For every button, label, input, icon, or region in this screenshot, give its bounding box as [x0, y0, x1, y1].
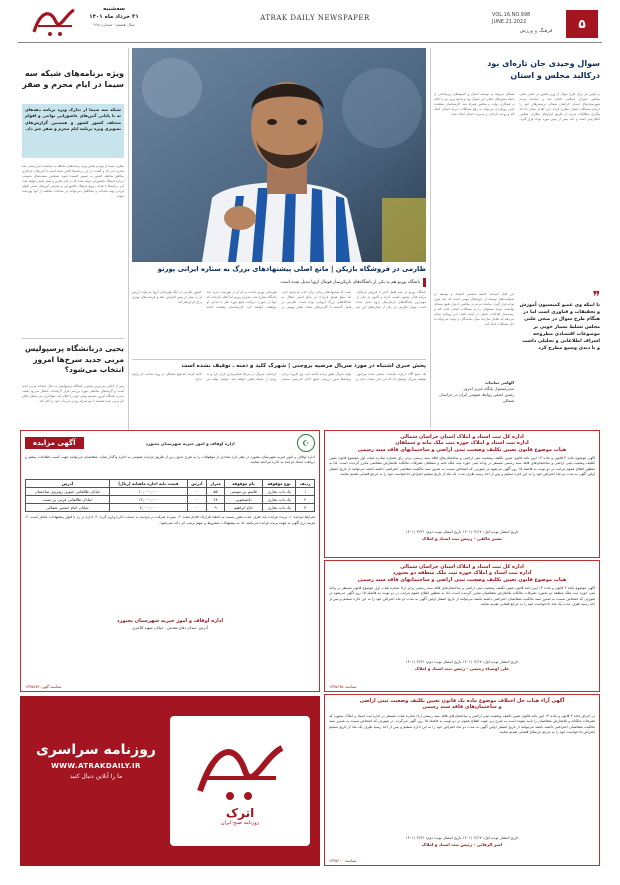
- legal-ad-2: [324, 560, 600, 692]
- cell: ۱۰,۰۰۰,۰۰۰: [110, 488, 188, 496]
- auction-header: [21, 431, 319, 455]
- main-body: باشگاه پورتو در سه‌ فصل اخیر با فروش بازیکنان درآمد قابل توجهی کسب کرده و اکنون به یکی از مهم‌ترین باشگاه‌های بازیکن‌ساز اروپا تبدیل شده است. مهدی طارمی نیز یکی از ستاره‌های این تیم است که پیشنهادهای زیادی برای جذب او وجود دارد. اما مبلغ فسخ قرارداد او مانع اصلی انتقال به باشگاه‌های بزرگ اروپایی بوده است. طارمی در فصل گذشته با گلزنی‌های متعدد نقش مهمی در قهرمانی پورتو داشت و نام او در فهرست خرید چند باشگاه مطرح شد. مدیران پورتو اما اعلام کرده‌اند که تنها در صورت دریافت مبلغ مورد نظر با جدایی او موافقت خواهند کرد. کارشناسان معتقدند ادامه حضور طارمی در لیگ قهرمانان اروپا می‌تواند ارزش او را بیش از پیش افزایش دهد و فرصت‌های بهتری برای او فراهم کند.: [132, 290, 426, 309]
- cell: ۹: [206, 504, 224, 512]
- page-number: ۵: [578, 17, 586, 31]
- legal-ad-2-title3: هیات موضوع قانون تعیین تکلیف وضعیت ثبتی اراضی و ساختمانهای فاقد سند رسمی: [357, 576, 567, 583]
- th-row: ردیف: [296, 480, 315, 488]
- table-row: [26, 504, 315, 512]
- legal-ad-2-code: شناسه: ۱۳۳۵۶۹۵: [329, 684, 357, 689]
- cell: -: [187, 504, 206, 512]
- footer-logo-sub: روزنامه صبح ایران: [220, 820, 260, 826]
- quote-box: [518, 289, 600, 368]
- legal-ad-3-dates: تاریخ انتشار نوبت اول: ۱۴۰۱/۰۳/۱۷ تاریخ انتشار نوبت دوم: ۱۴۰۱/۰۳/۳۱: [405, 834, 519, 840]
- main-lead-text: باشگاه پورتو هم به یکی از باشگاه‌های بازیکن‌ساز فوتبال اروپا تبدیل شده است.: [279, 280, 420, 285]
- main-headline: طارمی در فروشگاه بازیکن | مانع اصلی پیشنهادهای بزرگ به ستاره ایرانی پورتو: [157, 265, 426, 273]
- legal-ad-1-title3: هیات موضوع قانون تعیین تکلیف وضعیت ثبتی اراضی و ساختمانهای فاقد سند رسمی: [357, 446, 567, 453]
- table-row: [26, 488, 315, 496]
- auction-title-badge: [25, 437, 84, 449]
- cell: ۴,۰۰۰,۰۰۰: [110, 504, 188, 512]
- broadcast-divider: [132, 359, 426, 360]
- footer-logo-block: [170, 716, 310, 846]
- cell: ۳: [296, 504, 315, 512]
- auction-logo-icon: ☪: [297, 434, 315, 452]
- masthead-divider: [18, 42, 602, 43]
- footer-logo-text: اترک: [225, 806, 255, 820]
- page-number-badge: [566, 10, 598, 38]
- auction-ad: [20, 430, 320, 692]
- cell: ۱: [296, 488, 315, 496]
- auction-footer: اداره اوقاف و امور خیریه شهرستان بجنورد: [116, 618, 224, 624]
- auction-intro: اداره اوقاف و امور خیریه شهرستان بجنورد در نظر دارد تعدادی از موقوفات را به شرح جدول زیر از طریق مزایده عمومی به اجاره واگذار نماید. متقاضیان می‌توانند جهت کسب اطلاعات بیشتر و دریافت اسناد مزایده به اداره مراجعه نمایند.: [25, 455, 315, 465]
- vol-line: VOL.16,NO.998: [492, 12, 531, 18]
- legal-ad-3: [324, 694, 600, 866]
- auction-code: شناسه آگهی: ۱۳۳۵۷۸۹: [25, 684, 62, 689]
- signature-name: الهامی ساتیات: [484, 380, 514, 385]
- legal-ad-1-title2: اداره ثبت اسناد و املاک حوزه ثبت ملک مانه و سملقان: [395, 440, 529, 447]
- cell: ۲۸: [206, 496, 224, 504]
- footer-website-link[interactable]: WWW.ATRAKDAILY.IR: [51, 762, 141, 770]
- cell: -: [187, 488, 206, 496]
- cell: یک باب تجاری: [262, 488, 296, 496]
- th-name: نام موقوفه: [225, 480, 263, 488]
- date-full: ۳۱ خرداد ماه ۱۴۰۱: [89, 13, 139, 20]
- cell: قاسم بن موسی: [225, 488, 263, 496]
- auction-title: آگهی مزایده: [33, 439, 76, 447]
- legal-ad-1-dates: تاریخ انتشار نوبت اول: ۱۴۰۱/۰۳/۱۷ تاریخ انتشار نوبت دوم: ۱۴۰۱/۰۳/۳۱: [405, 528, 519, 534]
- legal-ad-1-body: آگهی موضوع ماده ۳ قانون و ماده ۱۳ آیین نامه قانون تعیین تکلیف وضعیت ثبتی اراضی و ساختمان‌های فاقد سند رسمی برابر رای شماره صادره هیات اول موضوع قانون تعیین تکلیف وضعیت ثبتی اراضی و ساختمان‌های فاقد سند رسمی مستقر در واحد ثبتی حوزه ثبت ملک مانه و سملقان تصرفات مالکانه بلامعارض متقاضی محرز گردیده است. لذا به منظور اطلاع عموم مراتب در دو نوبت به فاصله ۱۵ روز آگهی می‌شود در صورتی که اشخاص نسبت به صدور سند مالکیت متقاضی اعتراضی داشته باشند می‌توانند از تاریخ انتشار اولین آگهی به مدت دو ماه اعتراض خود را به این اداره تسلیم و پس از اخذ رسید ظرف مدت یک ماه از تاریخ تسلیم اعتراض دادخواست خود را به مرجع قضایی تقدیم نمایند.: [329, 455, 595, 476]
- signature-org: رئیس انجمن روابط عمومی ایران در خراسان شمالی: [439, 392, 514, 403]
- signature-role: مدیرمسئول پایگاه خبری امروز: [463, 386, 514, 391]
- left-divider: [22, 338, 124, 339]
- left-top-body: معاون سیما از تهیه و پخش ویژه برنامه‌های مختلف به مناسبت فرارسیدن ماه محرم خبر داد و گفت: در این برنامه‌ها تلاش شده است تا آئین‌های عزاداری مناطق مختلف کشور به تصویر کشیده شود. همچنین مستندهای متنوعی درباره فرهنگ عاشورایی تولید شده که در ایام محرم و صفر پخش خواهد شد. این برنامه‌ها با هدف ترویج فرهنگ عاشورایی و معرفی آیین‌های سنتی اقوام ایرانی تهیه شده‌اند و مخاطبان می‌توانند در ساعات مختلف از آنها بهره‌مند شوند.: [22, 164, 124, 198]
- broadcast-body: یک منبع آگاه درباره شایعات منتشر شده پیرامون توقیف سریال توضیح داد که این خبر صحت ندارد و تولید سریال طبق برنامه ادامه دارد. وی افزود: برخی رسانه‌ها بدون بررسی دقیق اخبار نادرستی منتشر کرده‌اند. سریال در مرحله فیلمبرداری قرار دارد و به زودی از شبکه پخش خواهد شد. عوامل تولید نیز تاکید کردند که هیچ مشکلی در روند ساخت اثر وجود ندارد.: [132, 372, 426, 381]
- auction-table-header: [26, 480, 315, 488]
- footer-tagline: ما را آنلاین دنبال کنید: [69, 773, 123, 780]
- cell: ۱۲,۰۰۰,۰۰۰: [110, 496, 188, 504]
- auction-subtitle: اداره اوقاف و امور خیریه شهرستان بجنورد: [145, 440, 235, 446]
- th-address: آدرس: [26, 480, 110, 488]
- main-lead: [132, 278, 426, 287]
- right-top-headline: سوال وحیدی جان تازه‌ای بود درکالبد مجلس و استان: [487, 59, 600, 80]
- date-weekday: سه‌شنبه: [103, 6, 125, 12]
- auction-address: آدرس: میدان دفاع مقدس - خیابان شهید کلانتری: [132, 625, 208, 630]
- legal-ad-2-body: آگهی موضوع ماده ۳ قانون و ماده ۱۳ آیین نامه قانون تعیین تکلیف وضعیت ثبتی اراضی و ساختمان‌های فاقد سند رسمی برابر آراء صادره هیات اول موضوع قانون مستقر در واحد ثبتی حوزه ثبت ملک منطقه دو بجنورد تصرفات مالکانه بلامعارض متقاضیان محرز گردیده است. لذا به منظور اطلاع عموم مراتب در دو نوبت به فاصله ۱۵ روز آگهی می‌شود در صورتی که اشخاص نسبت به صدور سند مالکیت متقاضیان اعتراضی داشته باشند می‌توانند از تاریخ انتشار اولین آگهی به مدت دو ماه اعتراض خود را به این اداره تسلیم و پس از اخذ رسید ظرف مدت یک ماه دادخواست خود را به مرجع قضایی تقدیم نمایند.: [329, 585, 595, 606]
- legal-ad-2-title1: اداره کل ثبت اسناد و املاک استان خراسان شمالی: [400, 564, 524, 570]
- footer-logo-icon: [190, 736, 290, 806]
- legal-ad-2-title2: اداره ثبت اسناد و املاک حوزه ثبت ملک منطقه دو بجنورد: [392, 570, 532, 577]
- legal-ad-3-code: شناسه: ۱۳۳۵۶۰۰: [329, 858, 357, 863]
- issue-number: سال هشتم - شماره ۹۹۸: [93, 22, 135, 27]
- footer-banner: [20, 696, 320, 866]
- left-top-headline: ویژه برنامه‌های شبکه سه سیما در ایام محرم و صفر: [22, 69, 124, 89]
- legal-ad-3-signer: امیر الرقائی - رئیس ثبت اسناد و املاک: [421, 841, 503, 847]
- right-top-body: بر اولین بار برای طرح سوال از وزیر کشور در صحن علنی مجلس شورای اسلامی اقدام شد و نماینده مردم شهرستان‌های استان خراسان شمالی پرسش‌های خود را درباره مشکلات استان مطرح کردند. این اقدام نشان داد که پیگیری مطالبات مردم از طریق ابزارهای نظارتی مجلس امکان‌پذیر است و باید بیش از پیش مورد توجه قرار گیرد. مسائل مربوط به توسعه استان و کمبودهای زیرساختی از جمله محورهای اصلی این سوال بود و پاسخ وزیر نیز با تاکید بر همکاری دولت و مجلس همراه شد. کارشناسان معتقدند چنین رویکردی می‌تواند به رفع مشکلات دیرینه استان کمک کند و روحیه تازه‌ای در مدیریت استان ایجاد نماید.: [434, 92, 600, 121]
- th-price: قیمت پایه اجاره ماهیانه (ریال): [110, 480, 188, 488]
- legal-ad-1-signer: بشیر خالقی - رئیس ثبت اسناد و املاک: [422, 535, 502, 541]
- legal-ad-2-dates: تاریخ انتشار نوبت اول: ۱۴۰۱/۰۳/۱۷ تاریخ انتشار نوبت دوم: ۱۴۰۱/۰۳/۳۱: [405, 658, 519, 664]
- quote-text: با اینکه وی عضو کمیسیون آموزش و تحقیقات و فناوری است اما در هنگام طرح سوال در صحن علنی مجلس تسلط بسیار خوبی بر موضوعات اقتصادی مطروحه اشراف اطلاعاتی و تحلیلی داشت و با دیدی وسیع مطرح کرد: [519, 303, 600, 352]
- cell: دانشجویی: [225, 496, 263, 504]
- signature-block: [434, 380, 514, 404]
- cell: خیابان طالقانی غربی بن بست: [26, 496, 110, 504]
- cell: حاج ابراهیم: [225, 504, 263, 512]
- left-top-lead: [22, 104, 124, 158]
- left-mid-body: پس از جدایی سرمربی پیشین، باشگاه پرسپولیس به دنبال انتخاب مربی جدید است و گزینه‌های مختلفی مورد بررسی قرار گرفته‌اند. انتظار می‌رود هیئت مدیره باشگاه امروز تصمیم نهایی خود را اعلام کند. هواداران نیز منتظر اعلام نام مربی جدید هستند تا تیم هرچه زودتر تمرینات خود را آغاز کند.: [22, 384, 124, 403]
- th-area: متراژ: [206, 480, 224, 488]
- main-headline-bar: [132, 262, 426, 277]
- masthead: [0, 0, 620, 50]
- right-column: [434, 48, 600, 428]
- legal-ad-3-body: در اجرای ماده ۳ قانون و ماده ۱۳ آیین نامه قانون تعیین تکلیف وضعیت ثبتی اراضی و ساختمان‌های فاقد سند رسمی آراء صادره هیات مستقر در اداره ثبت اسناد و املاک بجنورد که تصرفات مالکانه و بلامعارض متقاضیان را تایید نموده است به شرح زیر جهت اطلاع عموم در دو نوبت به فاصله ۱۵ روز آگهی می‌گردد. در صورتی که اشخاص نسبت به صدور سند مالکیت متقاضیان اعتراضی داشته باشند می‌توانند از تاریخ انتشار اولین آگهی به مدت دو ماه اعتراض خود را به این اداره تسلیم و پس از اخذ رسید ظرف یک ماه از تاریخ تسلیم اعتراض دادخواست خود را به مرجع ذی‌صلاح قضایی تقدیم نمایند.: [329, 713, 595, 735]
- date-en: JUNE.21.2022: [492, 19, 527, 25]
- newspaper-name-en: ATRAK DAILY NEWSPAPER: [260, 14, 370, 22]
- th-type: نوع موقوفه: [262, 480, 296, 488]
- cell: ۲: [296, 496, 315, 504]
- main-photo: [132, 48, 426, 262]
- table-row: [26, 496, 315, 504]
- left-top-lead-text: شبکه سه سیما از تدارک ویژه برنامه دهه‌های نه تا پایانی آئین‌های عاشورایی نواحی و اقوام مختلف کشور کشور و همچنین گزارش‌های تصویری ویژه برنامه ایام محرم و صفر خبر داد.: [25, 107, 121, 132]
- footer-national-daily: روزنامه سراسری: [36, 742, 156, 758]
- vol-info: [492, 12, 562, 26]
- masthead-logo: [30, 4, 80, 40]
- cell: خیابان امام خمینی شمالی: [26, 504, 110, 512]
- auction-table: [25, 479, 315, 512]
- right-col-rule: [430, 48, 431, 428]
- right-col-body: این قابل آسمانه جامعه شناسی اقتصاد و توسعه در سیاست‌های توسعه از حوزه‌های مهمی است که باید مورد توجه قرار گیرد. نماینده مردم در مجلس با بیان دقیق مسائل توانست توجه مسئولان را به مشکلات استان جلب کند و زمینه‌ساز اقدامات عملی در آینده باشد. این رویکرد نشان می‌دهد که تعامل سازنده میان نمایندگان و دولت می‌تواند به حل مشکلات کمک کند.: [434, 292, 514, 326]
- quote-mark-icon: ❞: [592, 289, 600, 305]
- cell: یک باب تجاری: [262, 496, 296, 504]
- broadcast-headline: پخش خبری اشتباه در مورد سریال مرضیه بروجنی | شهرک کلید و دمنه ـ توقیف نشده است: [181, 363, 426, 369]
- legal-ad-3-title1: آگهی آراء هیات حل اختلاف موضوع ماده یک قانون تعیین تکلیف وضعیت ثبتی اراضی: [359, 698, 565, 704]
- section-label: فرهنگ و ورزش: [519, 28, 553, 34]
- cell: خیابان طالقانی جنوبی روبروی ساختمان: [26, 488, 110, 496]
- legal-ad-1: [324, 430, 600, 558]
- auction-conditions: شرایط مزایده: ۱- برنده مزایده باید ظرف مدت مقرر نسبت به انعقاد قرارداد اقدام نماید. ۲- سپرده شرکت در مزایده به حساب اداره واریز گردد. ۳- اداره در رد یا قبول پیشنهادات مختار است. ۴- هزینه درج آگهی به عهده برنده مزایده می‌باشد. ۵- به پیشنهادات مشروط و مبهم ترتیب اثر داده نمی‌شود.: [25, 515, 315, 525]
- legal-ad-1-title1: اداره کل ثبت اسناد و املاک استان خراسان شمالی: [400, 434, 524, 440]
- cell: ۵۵: [206, 488, 224, 496]
- left-mid-headline: یحیی دربانشگاه پرسپولیس مربی جدید سرخ‌ها امروز انتخاب می‌شود؟: [24, 344, 124, 374]
- cell: -: [187, 496, 206, 504]
- masthead-date: [84, 6, 144, 29]
- legal-ad-3-title2: و ساختمان‌های فاقد سند رسمی: [422, 704, 502, 711]
- legal-ad-2-signer: علی اوصیاء رحیمی - رئیس ثبت اسناد و املاک: [414, 665, 510, 671]
- th-plaque: آدرس: [187, 480, 206, 488]
- cell: یک باب تجاری: [262, 504, 296, 512]
- footer-text-block: [28, 740, 164, 782]
